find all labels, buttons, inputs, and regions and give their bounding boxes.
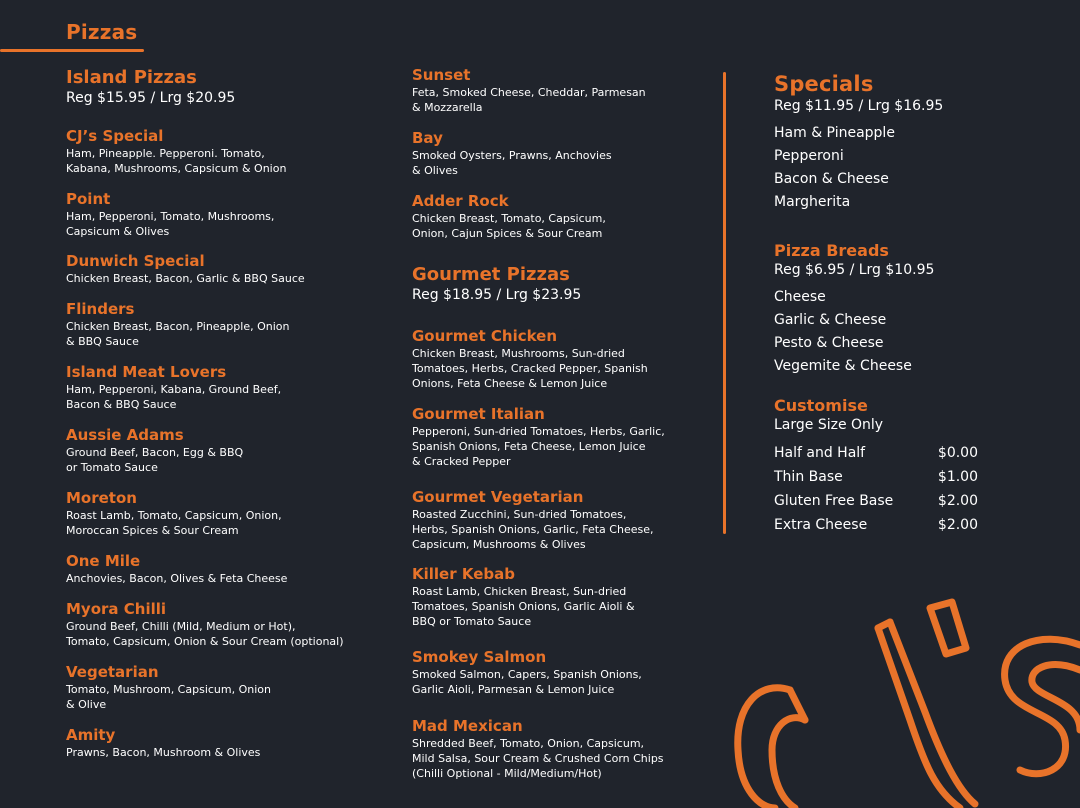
menu-item bbox=[66, 363, 281, 412]
customise-option: Half and Half bbox=[774, 445, 866, 461]
title-underline bbox=[0, 49, 144, 52]
cjs-logo bbox=[720, 590, 1080, 808]
item-desc-line: Ground Beef, Bacon, Egg & BBQ bbox=[66, 446, 244, 459]
island-pizzas-title: Island Pizzas bbox=[66, 67, 197, 88]
menu-item bbox=[412, 327, 648, 391]
item-name: Dunwich Special bbox=[66, 252, 205, 270]
item-name: Mad Mexican bbox=[412, 717, 523, 735]
item-desc-line: Ham, Pineapple. Pepperoni. Tomato, bbox=[66, 147, 265, 160]
item-desc-line: Chicken Breast, Bacon, Pineapple, Onion bbox=[66, 320, 290, 333]
item-name: Sunset bbox=[412, 66, 471, 84]
customise-row bbox=[774, 513, 978, 537]
item-desc-line: Onion, Cajun Spices & Sour Cream bbox=[412, 227, 603, 240]
item-desc-line: Garlic Aioli, Parmesan & Lemon Juice bbox=[412, 683, 615, 696]
item-desc-line: Capsicum, Mushrooms & Olives bbox=[412, 538, 586, 551]
item-name: Amity bbox=[66, 726, 116, 744]
item-name: Island Meat Lovers bbox=[66, 363, 227, 381]
menu-item bbox=[66, 300, 289, 349]
item-desc-line: & Olive bbox=[66, 698, 107, 711]
menu-item bbox=[412, 405, 665, 469]
menu-item bbox=[412, 648, 642, 697]
island-pizzas-section bbox=[66, 67, 386, 106]
item-desc-line: & Cracked Pepper bbox=[412, 455, 511, 468]
item-desc-line: Moroccan Spices & Sour Cream bbox=[66, 524, 239, 537]
item-desc-line: Roasted Zucchini, Sun-dried Tomatoes, bbox=[412, 508, 627, 521]
item-desc-line: Ham, Pepperoni, Kabana, Ground Beef, bbox=[66, 383, 282, 396]
island-pizzas-price: Reg $15.95 / Lrg $20.95 bbox=[66, 90, 236, 106]
list-item: Vegemite & Cheese bbox=[774, 358, 912, 374]
menu-item bbox=[412, 488, 653, 552]
customise-option: Extra Cheese bbox=[774, 517, 868, 533]
menu-item bbox=[66, 600, 344, 649]
customise-row bbox=[774, 489, 978, 513]
item-desc-line: Capsicum & Olives bbox=[66, 225, 170, 238]
item-name: Myora Chilli bbox=[66, 600, 167, 618]
item-desc-line: Tomato, Mushroom, Capsicum, Onion bbox=[66, 683, 271, 696]
menu-item bbox=[66, 489, 282, 538]
item-desc-line: (Chilli Optional - Mild/Medium/Hot) bbox=[412, 767, 602, 780]
gourmet-pizzas-section bbox=[412, 264, 712, 303]
item-desc-line: Ground Beef, Chilli (Mild, Medium or Hot), bbox=[66, 620, 296, 633]
customise-title: Customise bbox=[774, 396, 868, 415]
customise-subtitle: Large Size Only bbox=[774, 417, 884, 433]
customise-section bbox=[774, 396, 1034, 537]
pizza-breads-section bbox=[774, 241, 1034, 378]
customise-option: Thin Base bbox=[774, 469, 843, 485]
customise-option: Gluten Free Base bbox=[774, 493, 894, 509]
item-desc-line: Roast Lamb, Tomato, Capsicum, Onion, bbox=[66, 509, 282, 522]
item-desc-line: Onions, Feta Cheese & Lemon Juice bbox=[412, 377, 608, 390]
list-item: Margherita bbox=[774, 194, 851, 210]
item-desc-line: Herbs, Spanish Onions, Garlic, Feta Cheese, bbox=[412, 523, 654, 536]
list-item: Garlic & Cheese bbox=[774, 312, 887, 328]
specials-title: Specials bbox=[774, 72, 874, 96]
menu-item bbox=[66, 552, 287, 586]
item-name: Aussie Adams bbox=[66, 426, 184, 444]
list-item: Pepperoni bbox=[774, 148, 844, 164]
item-name: Vegetarian bbox=[66, 663, 159, 681]
item-name: Gourmet Chicken bbox=[412, 327, 558, 345]
item-desc-line: Tomato, Capsicum, Onion & Sour Cream (optional) bbox=[66, 635, 344, 648]
gourmet-pizzas-title: Gourmet Pizzas bbox=[412, 264, 570, 285]
item-desc-line: & BBQ Sauce bbox=[66, 335, 139, 348]
item-desc-line: Smoked Salmon, Capers, Spanish Onions, bbox=[412, 668, 642, 681]
list-item: Ham & Pineapple bbox=[774, 125, 895, 141]
customise-row bbox=[774, 465, 978, 489]
item-desc-line: or Tomato Sauce bbox=[66, 461, 158, 474]
menu-item bbox=[66, 426, 243, 475]
item-desc-line: Chicken Breast, Tomato, Capsicum, bbox=[412, 212, 606, 225]
item-desc-line: Tomatoes, Spanish Onions, Garlic Aioli & bbox=[412, 600, 635, 613]
item-desc-line: Chicken Breast, Bacon, Garlic & BBQ Sauce bbox=[66, 272, 305, 285]
specials-price: Reg $11.95 / Lrg $16.95 bbox=[774, 98, 944, 114]
customise-price: $2.00 bbox=[937, 517, 978, 533]
item-name: Flinders bbox=[66, 300, 135, 318]
item-desc-line: Feta, Smoked Cheese, Cheddar, Parmesan bbox=[412, 86, 646, 99]
menu-item bbox=[412, 565, 635, 629]
menu-item bbox=[412, 66, 646, 115]
pizza-breads-price: Reg $6.95 / Lrg $10.95 bbox=[774, 262, 935, 278]
gourmet-pizzas-price: Reg $18.95 / Lrg $23.95 bbox=[412, 287, 582, 303]
item-desc-line: Tomatoes, Herbs, Cracked Pepper, Spanish bbox=[412, 362, 648, 375]
item-name: Killer Kebab bbox=[412, 565, 515, 583]
item-desc-line: Roast Lamb, Chicken Breast, Sun-dried bbox=[412, 585, 627, 598]
pizza-breads-title: Pizza Breads bbox=[774, 241, 889, 260]
item-name: Gourmet Vegetarian bbox=[412, 488, 584, 506]
item-desc-line: & Mozzarella bbox=[412, 101, 483, 114]
item-desc-line: BBQ or Tomato Sauce bbox=[412, 615, 532, 628]
item-name: Moreton bbox=[66, 489, 137, 507]
item-desc-line: Mild Salsa, Sour Cream & Crushed Corn Chips bbox=[412, 752, 664, 765]
item-desc-line: Ham, Pepperoni, Tomato, Mushrooms, bbox=[66, 210, 275, 223]
item-desc-line: Chicken Breast, Mushrooms, Sun-dried bbox=[412, 347, 625, 360]
customise-price: $2.00 bbox=[937, 493, 978, 509]
item-desc-line: Shredded Beef, Tomato, Onion, Capsicum, bbox=[412, 737, 645, 750]
item-desc-line: Anchovies, Bacon, Olives & Feta Cheese bbox=[66, 572, 288, 585]
item-desc-line: & Olives bbox=[412, 164, 458, 177]
customise-price: $1.00 bbox=[937, 469, 978, 485]
item-name: Gourmet Italian bbox=[412, 405, 545, 423]
menu-item bbox=[412, 129, 612, 178]
menu-item bbox=[66, 663, 271, 712]
item-name: Adder Rock bbox=[412, 192, 509, 210]
item-name: Smokey Salmon bbox=[412, 648, 547, 666]
customise-price: $0.00 bbox=[937, 445, 978, 461]
list-item: Cheese bbox=[774, 289, 826, 305]
menu-item bbox=[66, 190, 274, 239]
item-desc-line: Prawns, Bacon, Mushroom & Olives bbox=[66, 746, 261, 759]
item-name: Bay bbox=[412, 129, 443, 147]
item-name: Point bbox=[66, 190, 111, 208]
item-desc-line: Pepperoni, Sun-dried Tomatoes, Herbs, Garlic, bbox=[412, 425, 665, 438]
menu-item bbox=[66, 127, 286, 176]
list-item: Pesto & Cheese bbox=[774, 335, 884, 351]
menu-item bbox=[66, 252, 305, 286]
item-desc-line: Bacon & BBQ Sauce bbox=[66, 398, 177, 411]
page-title: Pizzas bbox=[66, 20, 138, 44]
menu-item bbox=[412, 717, 664, 781]
menu-item bbox=[412, 192, 606, 241]
column-divider bbox=[723, 72, 726, 534]
item-name: One Mile bbox=[66, 552, 141, 570]
item-name: CJ’s Special bbox=[66, 127, 164, 145]
item-desc-line: Kabana, Mushrooms, Capsicum & Onion bbox=[66, 162, 287, 175]
customise-row bbox=[774, 441, 978, 465]
menu-item bbox=[66, 726, 260, 760]
list-item: Bacon & Cheese bbox=[774, 171, 889, 187]
item-desc-line: Spanish Onions, Feta Cheese, Lemon Juice bbox=[412, 440, 646, 453]
item-desc-line: Smoked Oysters, Prawns, Anchovies bbox=[412, 149, 612, 162]
specials-section bbox=[774, 72, 1034, 214]
